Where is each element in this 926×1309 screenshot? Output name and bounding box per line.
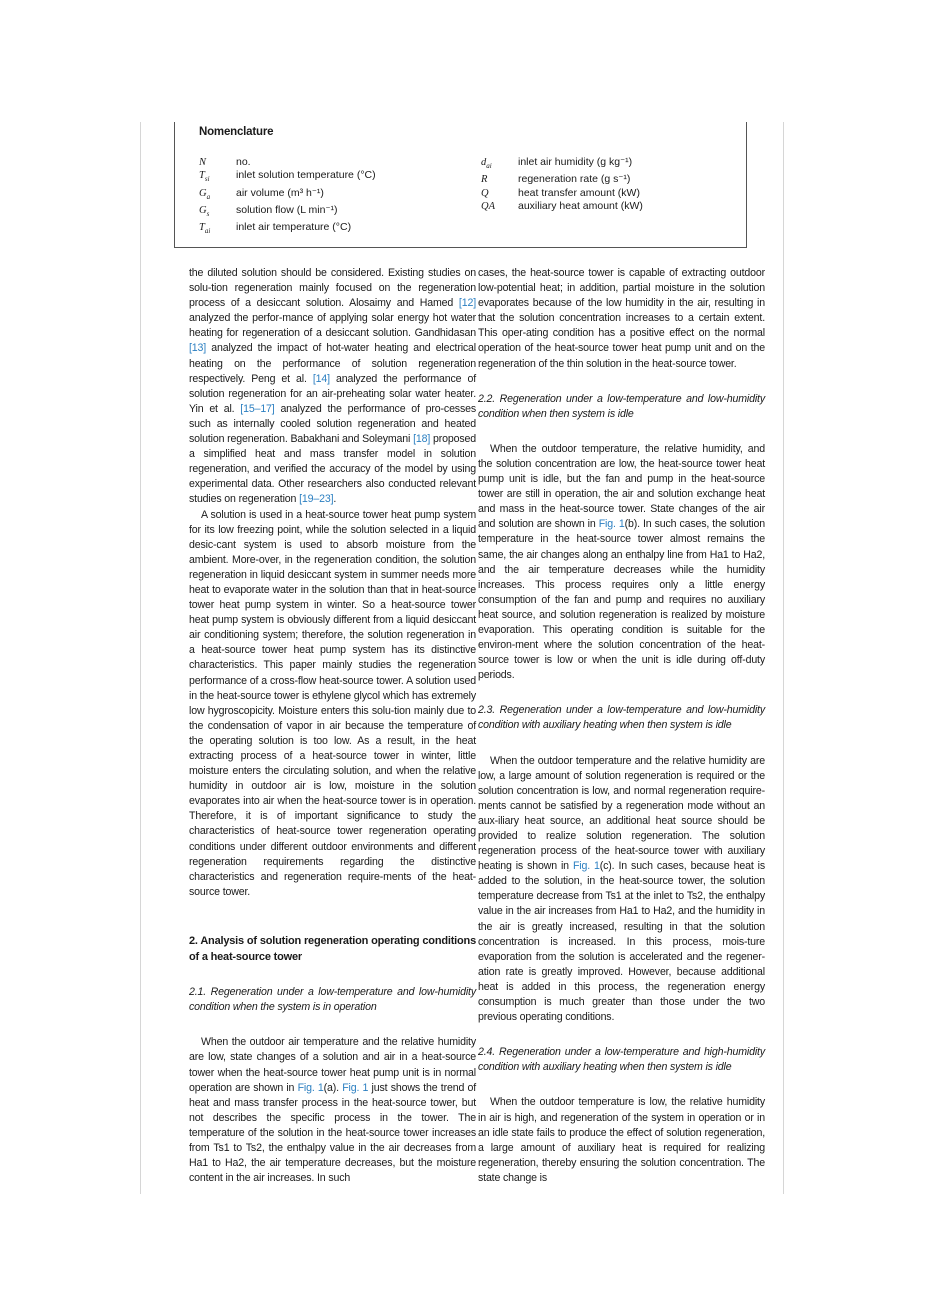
figure-link[interactable]: Fig. 1: [598, 518, 625, 531]
text-run: analyzed the performance of pro-cesses such as internally cooled solution regeneration and heated solution regeneration. Babakhani and Soleymani: [189, 402, 476, 446]
left-paragraph-3: [189, 1035, 476, 1186]
nomenclature-row: [199, 187, 376, 204]
nomenclature-symbol: [199, 187, 236, 204]
nomenclature-definition: regeneration rate (g s⁻¹): [518, 173, 631, 186]
nomenclature-row: [481, 156, 643, 173]
nomenclature-definition: inlet air humidity (g kg⁻¹): [518, 156, 633, 168]
text-run: analyzed the impact of hot-water heating and electrical heating on the performance of solution regeneration respectively. Peng et al.: [189, 342, 476, 385]
nomenclature-definition: solution flow (L min⁻¹): [236, 203, 338, 216]
nomenclature-definition: air volume (m³ h⁻¹): [236, 186, 324, 199]
right-paragraph-2: [478, 442, 765, 684]
nomenclature-symbol: [481, 173, 518, 186]
symbol-subscript: si: [204, 175, 210, 184]
citation-link[interactable]: [12]: [458, 297, 476, 310]
nomenclature-box: [174, 122, 747, 248]
figure-link[interactable]: Fig. 1: [297, 1081, 324, 1094]
text-run: When the outdoor temperature and the relative humidity are low, a large amount of solution regeneration is required or the solution concentration is low, and normal regeneration require-ments cannot be satisfied by a regeneration mode without an aux-iliary heat source, an additional heat source should be provided to realize solution regeneration. The solution regeneration process of the heat-source tower with auxiliary heating is shown in: [478, 754, 765, 873]
spacer: [478, 683, 765, 703]
symbol-letter: G: [199, 204, 207, 216]
nomenclature-left-list: [199, 156, 376, 238]
text-run: just shows the trend of heat and mass transfer process in the heat-source tower, but not describes the specific process in the tower. The temperature of the solution in the heat-source tower increases from Ts1 to Ts2, the enthalpy value in the air decreases from Ha1 to Ha2, the air temperature decreases, but the moisture content in the air increases. In such: [189, 1081, 476, 1185]
text-run: When the outdoor temperature, the relative humidity, and the solution concentration are low, the heat-source tower heat pump unit is idle, but the fan and pump in the heat-source tower are still in operation, the air and solution exchange heat and mass in the heat-source tower. State changes of the air and solution are shown in: [478, 442, 765, 531]
nomenclature-row: [481, 187, 643, 200]
spacer: [189, 900, 476, 934]
symbol-letter: G: [199, 187, 207, 199]
symbol-letter: R: [481, 174, 488, 186]
citation-link[interactable]: [19–23]: [299, 493, 334, 506]
citation-link[interactable]: [13]: [189, 342, 207, 355]
nomenclature-definition: heat transfer amount (kW): [518, 186, 640, 199]
citation-link[interactable]: [15–17]: [240, 402, 275, 415]
spacer: [478, 1025, 765, 1045]
nomenclature-title: Nomenclature: [199, 126, 274, 138]
nomenclature-row: [199, 156, 376, 169]
text-run: analyzed the performance of solution regeneration for an air-preheating solar water heater. Yin et al.: [189, 372, 477, 415]
nomenclature-symbol: [481, 200, 518, 213]
subsection-2-4-heading: 2.4. Regeneration under a low-temperature and high-humidity condition with auxiliary heating when then system is idle: [478, 1046, 765, 1074]
symbol-subscript: ai: [204, 227, 211, 236]
figure-link[interactable]: Fig. 1: [572, 860, 600, 873]
text-run: (b). In such cases, the solution temperature in the heat-source tower almost remains the same, the air changes along an enthalpy line from Ha1 to Ha2, and the air temperature decreases while the humidity increases. This process requires only a little energy consumption of the fan and pump and requires no auxiliary heat source, and solution regeneration is realized by moisture evaporation. This operating condition is suitable for the environ-ment where the solution concentration of the heat-source tower is low or when the unit is idle during off-duty periods.: [478, 518, 765, 682]
text-run: .: [333, 493, 337, 506]
symbol-subscript: ai: [486, 162, 492, 171]
nomenclature-row: [199, 204, 376, 221]
text-run: proposed a simplified heat and mass transfer model in solution regeneration, and verified the accuracy of the model by using experimental data. Other researchers also conducted relevant studies on regeneration: [189, 433, 476, 506]
nomenclature-definition: inlet air temperature (°C): [236, 221, 352, 234]
subsection-2-3-heading: 2.3. Regeneration under a low-temperature and low-humidity condition with auxiliary heating when then system is idle: [478, 704, 765, 732]
section-2-heading: 2. Analysis of solution regeneration operating conditions of a heat-source tower: [189, 934, 476, 963]
nomenclature-symbol: [199, 156, 236, 169]
citation-link[interactable]: [18]: [413, 433, 431, 446]
nomenclature-symbol: [481, 187, 518, 200]
nomenclature-row: [481, 200, 643, 213]
symbol-letter: T: [199, 222, 205, 234]
symbol-letter: N: [199, 157, 207, 168]
spacer: [478, 372, 765, 392]
nomenclature-symbol: [199, 169, 236, 186]
left-paragraph-2: A solution is used in a heat-source tower heat pump system for its low freezing point, while the solution selected in a liquid desic-cant system is used to absorb moisture from the ambient. More-over, in the regeneration condition, the solution regeneration in liquid desiccant system in summer needs more heat to evaporate water in the solution than that in heat-source tower heat pump system in winter. So a heat-source tower heat pump system is obviously different from a liquid desiccant air conditioning system; therefore, the solution regeneration in a heat-source tower heat pump system has its distinctive characteristics. This paper mainly studies the regeneration performance of a cross-flow heat-source tower. A solution used in the heat-source tower is ethylene glycol which has extremely low hygroscopicity. Moisture enters this solu-tion mainly due to the condensation of vapor in air because the temperature of the operating solution is too low. As a result, in the heat extracting process of a heat-source tower in winter, little moisture enters the circulating solution, and when the relative humidity in outdoor air is low, moisture in the solution evaporates into air when the heat-source tower is in operation. Therefore, it is of important significance to study the characteristics of heat-source tower regeneration operating conditions under different outdoor environments and different regeneration requirements regarding the distinctive characteristics and regeneration require-ments of the heat-source tower.: [189, 508, 476, 898]
spacer: [478, 422, 765, 442]
symbol-letter: Q: [481, 187, 489, 199]
nomenclature-definition: auxiliary heat amount (kW): [518, 199, 643, 212]
text-run: the diluted solution should be considered. Existing studies on solu-tion regeneration mainly focused on the regeneration process of a desiccant solution. Alosaimy and Hamed: [189, 267, 476, 310]
spacer: [478, 1075, 765, 1095]
text-run: (c). In such cases, because heat is added to the solution, in the heat-source tower, the solution temperature decrease from Ts1 at the inlet to Ts2, the enthalpy value in the air increases from Ha1 to Ha2, and the humidity in the air is greatly increased, resulting in that the solution concentration is increased. In this process, mois-ture evaporation from the solution is accelerated and the regener-ation rate is greatly improved. However, because additional heat is added in this process, the regeneration energy consumption is much greater than those under the two previous operating conditions.: [478, 860, 765, 1024]
right-paragraph-3: [478, 754, 765, 1026]
spacer: [189, 965, 476, 985]
nomenclature-right-list: [481, 156, 643, 213]
nomenclature-symbol: [199, 204, 236, 221]
nomenclature-row: [199, 221, 376, 238]
symbol-subscript: a: [206, 192, 211, 201]
citation-link[interactable]: [14]: [312, 372, 330, 385]
nomenclature-definition: inlet solution temperature (°C): [236, 169, 376, 182]
subsection-2-2-heading: 2.2. Regeneration under a low-temperature and low-humidity condition when then system is idle: [478, 392, 765, 420]
nomenclature-definition: no.: [236, 156, 251, 168]
spacer: [189, 1015, 476, 1035]
text-run: (a).: [323, 1081, 343, 1094]
subsection-2-1-heading: 2.1. Regeneration under a low-temperature and low-humidity condition when the system is in operation: [189, 986, 476, 1014]
spacer: [478, 734, 765, 754]
symbol-subscript: s: [206, 209, 210, 218]
left-paragraph-1: [189, 266, 476, 508]
left-column: [189, 266, 476, 1186]
nomenclature-row: [199, 169, 376, 186]
figure-link[interactable]: Fig. 1: [342, 1081, 369, 1094]
nomenclature-symbol: [199, 221, 236, 238]
right-paragraph-4: When the outdoor temperature is low, the relative humidity in air is high, and regeneration of the system in operation or in an idle state fails to produce the effect of solution regeneration, a large amount of auxiliary heat is required for realizing regeneration, thereby ensuring the solution concentration. The state change is: [478, 1096, 765, 1184]
page-edge-left: [140, 122, 141, 1194]
symbol-letter: T: [199, 170, 205, 182]
right-paragraph-1: cases, the heat-source tower is capable of extracting outdoor low-potential heat; in addition, partial moisture in the solution evaporates because of the low humidity in the air, resulting in that the solution concentration increases to a certain extent. This oper-ating condition has a positive effect on the normal operation of the heat-source tower heat pump unit and on the regeneration of the thin solution in the heat-source tower.: [478, 267, 765, 370]
right-column: [478, 266, 765, 1186]
text-run: When the outdoor air temperature and the relative humidity are low, state changes of a solution and air in a heat-source tower when the heat-source tower heat pump unit is in normal operation are shown in: [189, 1036, 476, 1094]
symbol-letter: d: [481, 157, 487, 168]
nomenclature-row: [481, 173, 643, 186]
text-run: analyzed the perfor-mance of applying solar energy hot water heating for regeneration of a desiccant solution. Gandhidasan: [189, 312, 476, 340]
nomenclature-symbol: [481, 156, 518, 173]
symbol-letter: QA: [481, 200, 495, 212]
page-edge-right: [783, 122, 784, 1194]
